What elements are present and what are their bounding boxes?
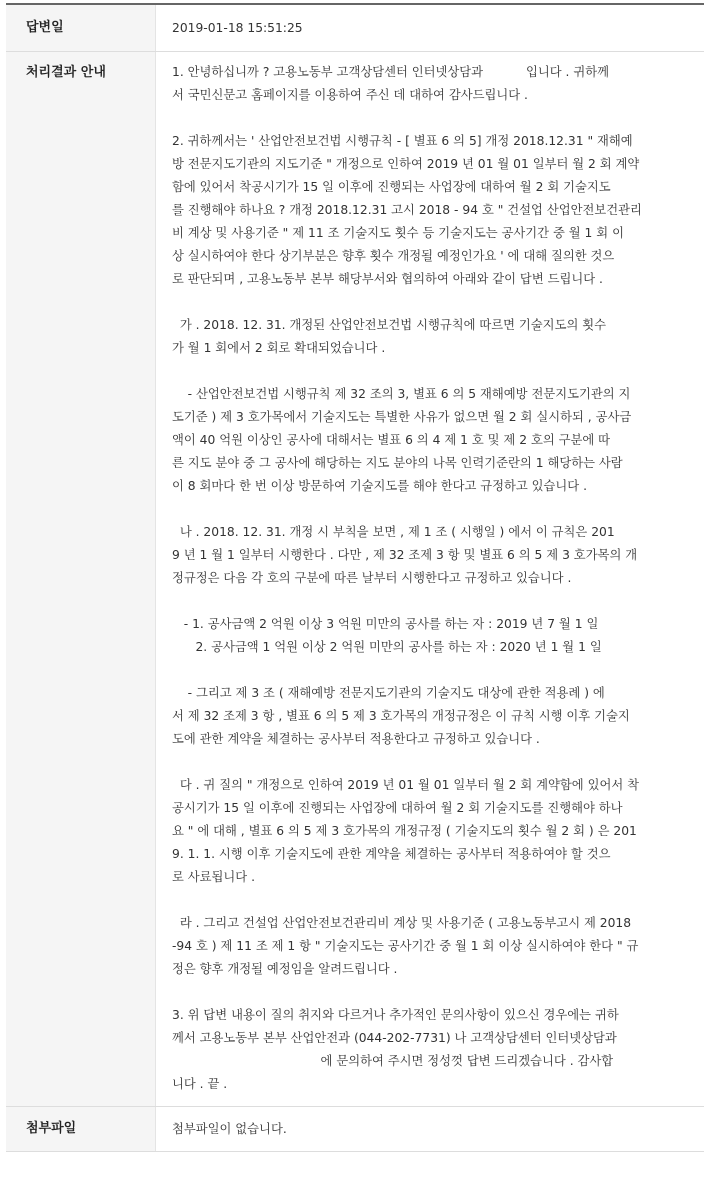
- result-row: [6, 52, 704, 1107]
- result-paragraph-na: 나 . 2018. 12. 31. 개정 시 부칙을 보면 , 제 1 조 ( 시행일 ) 에서 이 규칙은 201 9 년 1 월 1 일부터 시행한다 . 다만 , 제 32 조제 3 항 및 별표 6 의 5 제 3 호가목의 개 정규정은 다음 각 호의 구분에 따른 날부터 시행한다고 규정하고 있습니다 .: [172, 525, 638, 585]
- result-paragraph-da: 다 . 귀 질의 " 개정으로 인하여 2019 년 01 월 01 일부터 월 2 회 계약함에 있어서 착 공시기가 15 일 이후에 진행되는 사업장에 대하여 월 2 회 기술지도를 진행해야 하나 요 " 에 대해 , 별표 6 의 5 제 3 호가목의 개정규정 ( 기술지도의 횟수 월 2 회 ) 은 201 9. 1. 1. 시행 이후 기술지도에 관한 계약을 체결하는 공사부터 적용하여야 할 것으 로 사료됩니다 .: [172, 778, 640, 884]
- result-paragraph-1: 1. 안녕하십니까 ? 고용노동부 고객상담센터 인터넷상담과 입니다 . 귀하께 서 국민신문고 홈페이지를 이용하여 주신 데 대하여 감사드립니다 .: [172, 65, 610, 102]
- answer-date-row: [6, 5, 704, 52]
- result-paragraph-2: 2. 귀하께서는 ' 산업안전보건법 시행규칙 - [ 별표 6 의 5] 개정 2018.12.31 " 재해예 방 전문지도기관의 지도기준 " 개정으로 인하여 2019 년 01 월 01 일부터 월 2 회 계약 함에 있어서 착공시기가 15 일 이후에 진행되는 사업장에 대하여 월 2 회 기술지도 를 진행해야 하나요 ? 개정 2018.12.31 고시 2018 - 94 호 " 건설업 산업안전보건관리 비 계상 및 사용기준 " 제 11 조 기술지도 횟수 등 기술지도는 공사기간 중 월 1 회 이 상 실시하여야 한다 상기부분은 향후 횟수 개정될 예정인가요 ' 에 대해 질의한 것으 로 판단되며 , 고용노동부 본부 해당부서와 협의하여 아래와 같이 답변 드립니다 .: [172, 134, 642, 286]
- result-paragraph-na-list: - 1. 공사금액 2 억원 이상 3 억원 미만의 공사를 하는 자 : 2019 년 7 월 1 일 2. 공사금액 1 억원 이상 2 억원 미만의 공사를 하는 자 : 2020 년 1 월 1 일: [183, 617, 602, 654]
- answer-table: [6, 3, 704, 1152]
- result-paragraph-ga-detail: - 산업안전보건법 시행규칙 제 32 조의 3, 별표 6 의 5 재해예방 전문지도기관의 지 도기준 ) 제 3 호가목에서 기술지도는 특별한 사유가 없으면 월 2 회 실시하되 , 공사금 액이 40 억원 이상인 공사에 대해서는 별표 6 의 4 제 1 호 및 제 2 호의 구분에 따 른 지도 분야 중 그 공사에 해당하는 지도 분야의 나목 인력기준란의 1 해당하는 사람 이 8 회마다 한 번 이상 방문하여 기술지도를 해야 한다고 규정하고 있습니다 .: [172, 387, 632, 493]
- result-paragraph-ga: 가 . 2018. 12. 31. 개정된 산업안전보건법 시행규칙에 따르면 기술지도의 횟수 가 월 1 회에서 2 회로 확대되었습니다 .: [172, 318, 606, 355]
- answer-date-label: 답변일: [6, 5, 156, 51]
- attachment-label: 첨부파일: [6, 1107, 156, 1151]
- result-content: [156, 52, 704, 1106]
- attachment-row: [6, 1107, 704, 1152]
- attachment-value: 첨부파일이 없습니다.: [172, 1122, 287, 1136]
- answer-date-value: 2019-01-18 15:51:25: [172, 21, 303, 35]
- result-label: 처리결과 안내: [6, 52, 156, 1106]
- result-paragraph-3: 3. 위 답변 내용이 질의 취지와 다르거나 추가적인 문의사항이 있으신 경우에는 귀하 께서 고용노동부 본부 산업안전과 (044-202-7731) 나 고객상담센터 인터넷상담과 에 문의하여 주시면 정성껏 답변 드리겠습니다 . 감사합 니다 . 끝 .: [172, 1008, 619, 1091]
- result-paragraph-ra: 라 . 그리고 건설업 산업안전보건관리비 계상 및 사용기준 ( 고용노동부고시 제 2018 -94 호 ) 제 11 조 제 1 항 " 기술지도는 공사기간 중 월 1 회 이상 실시하여야 한다 " 규 정은 향후 개정될 예정임을 알려드립니다 .: [172, 916, 639, 976]
- result-paragraph-na-detail: - 그리고 제 3 조 ( 재해예방 전문지도기관의 기술지도 대상에 관한 적용례 ) 에 서 제 32 조제 3 항 , 별표 6 의 5 제 3 호가목의 개정규정은 이 규칙 시행 이후 기술지 도에 관한 계약을 체결하는 공사부터 적용한다고 규정하고 있습니다 .: [172, 686, 630, 746]
